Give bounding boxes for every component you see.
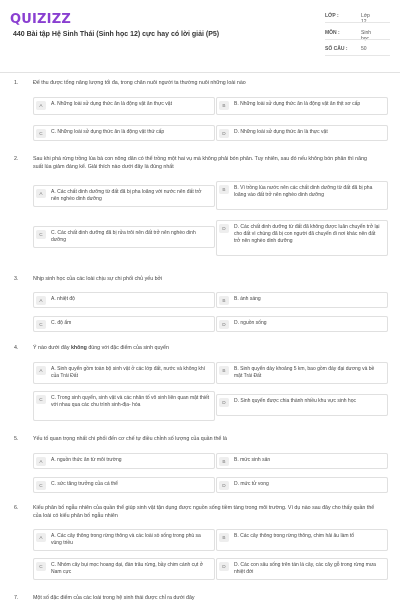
option-badge: A: [36, 101, 46, 110]
meta-subject-value: Sinh: [361, 30, 372, 36]
option-text: B. ánh sáng: [234, 296, 261, 302]
option-a[interactable]: [33, 97, 215, 115]
option-badge: A: [36, 296, 46, 305]
option-text: D. Những loài sử dụng thức ăn là thực vật: [234, 129, 328, 135]
option-c[interactable]: [33, 391, 215, 421]
option-text: B. mức sinh sản: [234, 457, 271, 463]
question-number: 1.: [14, 80, 19, 86]
option-text: D. Các con sâu sống trên tán lá cây, các cây gỗ trong rừng mưa nhiệt đới: [234, 562, 376, 575]
option-text: C. Các chất dinh dưỡng đã bị rửa trôi nên đất trở nên nghèo dinh dưỡng: [51, 230, 196, 243]
option-badge: C: [36, 562, 46, 571]
meta-count-value: 50: [361, 46, 367, 52]
meta-divider: [325, 39, 390, 40]
page-title: 440 Bài tập Hệ Sinh Thái (Sinh học 12) cực hay có lời giải (P5): [13, 31, 220, 38]
option-badge: D: [219, 320, 229, 329]
question-stem: Để thu được tổng năng lượng tối đa, trong chăn nuôi người ta thường nuôi những loài nào: [33, 80, 246, 86]
option-text: B. Sinh quyển dày khoảng 5 km, bao gồm đáy đại dương và bề mặt Trái Đất: [234, 366, 375, 379]
option-text: C. sức tăng trưởng của cá thể: [51, 481, 118, 487]
meta-class-key: LỚP :: [325, 13, 339, 19]
option-d[interactable]: [216, 125, 388, 141]
meta-class-value: Lớp: [361, 13, 370, 19]
option-badge: D: [219, 224, 229, 233]
option-b[interactable]: [216, 529, 388, 551]
option-badge: D: [219, 562, 229, 571]
meta-divider: [325, 22, 390, 23]
option-b[interactable]: [216, 97, 388, 115]
option-a[interactable]: [33, 362, 215, 384]
question-stem: Kiểu phân bố ngẫu nhiên của quần thể giúp sinh vật tận dụng được nguồn sống tiềm tàng trong môi trường. Ví dụ nào sau đây cho thấy quần thể của loài có kiểu phân bố ngẫu nhiên: [33, 505, 375, 519]
meta-divider: [325, 55, 390, 56]
option-a[interactable]: [33, 453, 215, 469]
question-number: 2.: [14, 156, 19, 162]
question-number: 5.: [14, 436, 19, 442]
question-number: 4.: [14, 345, 19, 351]
question-stem: Sau khi phá rừng trồng lúa bà con nông dân có thể trồng một hai vụ mà không phải bón phân. Tuy nhiên, sau đó nếu không bón phân thì năng suất lúa giảm đáng kể. Giải thích nào dưới đây là đúng nhất: [33, 156, 367, 170]
question-stem: Ý nào dưới đây không đúng với đặc điểm của sinh quyển: [33, 345, 169, 351]
question-stem: Nhịp sinh học của các loài chịu sự chi phối chủ yếu bởi: [33, 276, 163, 282]
option-badge: C: [36, 481, 46, 490]
question-stem: Yếu tố quan trọng nhất chi phối đến cơ chế tự điều chỉnh số lượng của quần thể là: [33, 436, 227, 442]
option-badge: D: [219, 398, 229, 407]
option-badge: A: [36, 457, 46, 466]
option-text: C. độ ẩm: [51, 320, 72, 326]
option-d[interactable]: [216, 316, 388, 332]
option-a[interactable]: [33, 185, 215, 207]
option-text: A. Sinh quyển gồm toàn bộ sinh vật ở các lớp đất, nước và không khí của Trái Đất: [51, 366, 206, 379]
option-text: C. Nhóm cây bụi mọc hoang dại, đàn trâu rừng, bầy chim cánh cụt ở Nam cực: [51, 562, 203, 575]
option-text: D. Các chất dinh dưỡng từ đất đã không được luân chuyển trở lại cho đất vì chúng đã bị con người đã chuyển đi nơi khác nên đất trở nên nghèo dinh dưỡng: [234, 224, 380, 244]
option-badge: A: [36, 533, 46, 542]
question-number: 7.: [14, 595, 19, 601]
option-badge: B: [219, 185, 229, 194]
option-text: A. Các chất dinh dưỡng từ đất đã bị pha loãng với nước nên đất trở nên nghèo dinh dưỡng: [51, 189, 202, 202]
option-badge: A: [36, 366, 46, 375]
quizizz-logo: QUIZIZZ: [10, 12, 71, 27]
header: [0, 0, 400, 72]
option-badge: B: [219, 533, 229, 542]
option-text: B. Vì trồng lúa nước nên các chất dinh dưỡng từ đất đã bị pha loãng vào đất trở nên nghèo dinh dưỡng: [234, 185, 373, 198]
option-text: B. Những loài sử dụng thức ăn là động vật ăn thịt sơ cấp: [234, 101, 361, 107]
option-b[interactable]: [216, 453, 388, 469]
option-badge: D: [219, 481, 229, 490]
option-text: A. nhiệt độ: [51, 296, 75, 302]
option-d[interactable]: [216, 220, 388, 256]
option-text: B. Các cây thông trong rừng thông, chim hải âu làm tổ: [234, 533, 355, 539]
option-d[interactable]: [216, 558, 388, 580]
question-stem: Một số đặc điểm của các loài trong hệ sinh thái được chỉ ra dưới đây: [33, 595, 195, 601]
option-c[interactable]: [33, 558, 215, 580]
option-text: D. nguồn sống: [234, 320, 267, 326]
option-badge: B: [219, 457, 229, 466]
header-divider: [0, 72, 400, 73]
option-badge: B: [219, 296, 229, 305]
option-text: C. Những loài sử dụng thức ăn là động vật thứ cấp: [51, 129, 165, 135]
option-badge: B: [219, 366, 229, 375]
option-b[interactable]: [216, 292, 388, 308]
option-badge: A: [36, 189, 46, 198]
option-badge: C: [36, 395, 46, 404]
question-number: 3.: [14, 276, 19, 282]
option-badge: C: [36, 129, 46, 138]
option-text: D. mức tử vong: [234, 481, 269, 487]
option-c[interactable]: [33, 477, 215, 493]
option-text: A. Các cây thông trong rừng thông và các loài sò sống trong phù sa vùng triều: [51, 533, 201, 546]
option-text: A. nguồn thức ăn từ môi trường: [51, 457, 122, 463]
option-d[interactable]: [216, 477, 388, 493]
option-text: C. Trong sinh quyển, sinh vật và các nhân tố vô sinh liên quan mật thiết với nhau qua các chu trình sinh-địa- hóa: [51, 395, 210, 408]
option-a[interactable]: [33, 529, 215, 551]
option-d[interactable]: [216, 394, 388, 416]
option-text: D. Sinh quyển được chia thành nhiều khu vực sinh học: [234, 398, 356, 404]
option-c[interactable]: [33, 226, 215, 248]
meta-count-key: SỐ CÂU :: [325, 46, 348, 52]
question-number: 6.: [14, 505, 19, 511]
meta-subject-key: MÔN :: [325, 30, 340, 36]
option-badge: C: [36, 230, 46, 239]
option-c[interactable]: [33, 125, 215, 141]
option-a[interactable]: [33, 292, 215, 308]
option-badge: B: [219, 101, 229, 110]
option-c[interactable]: [33, 316, 215, 332]
option-badge: D: [219, 129, 229, 138]
option-text: A. Những loài sử dụng thức ăn là động vật ăn thực vật: [51, 101, 172, 107]
option-badge: C: [36, 320, 46, 329]
option-b[interactable]: [216, 181, 388, 210]
option-b[interactable]: [216, 362, 388, 384]
